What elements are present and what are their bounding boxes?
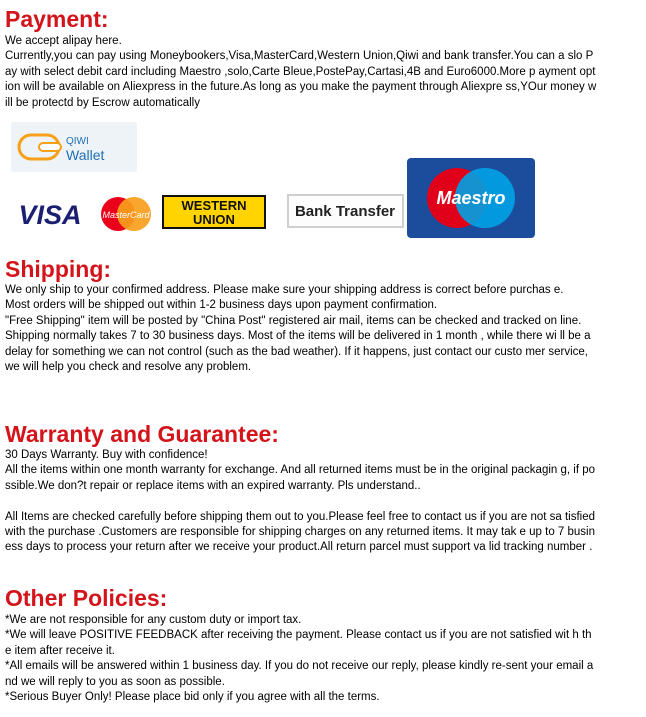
maestro-icon <box>407 158 535 238</box>
other-policy-line: *We will leave POSITIVE FEEDBACK after receiving the payment. Please contact us if you are not satisfied wit h the item after receive it. <box>5 629 592 657</box>
payment-line: Currently,you can pay using Moneybookers,Visa,MasterCard,Western Union,Qiwi and bank transfer.You can a slo Pay with select debit card including Maestro ,solo,Carte Bleue,PostePay,Cartasi,4B and Euro6000.More p ayment option will be available on Aliexpress in the future.As long as you make the payment through Aliexpre ss,YOur money will be protectd by Escrow automatically <box>5 50 597 109</box>
payment-heading: Payment: <box>5 6 109 32</box>
bank-transfer-icon <box>289 196 402 226</box>
visa-icon <box>17 192 83 236</box>
other-policies-text <box>5 613 597 705</box>
warranty-spacer <box>5 494 597 509</box>
bank-transfer-logo <box>287 194 404 228</box>
other-policy-line: *All emails will be answered within 1 business day. If you do not receive our reply, please kindly re-sent your email and we will reply to you as soon as possible. <box>5 660 594 688</box>
maestro-text: Maestro <box>436 188 506 208</box>
shipping-heading: Shipping: <box>5 256 112 282</box>
mastercard-logo <box>96 192 156 236</box>
western-text: WESTERN <box>181 198 247 213</box>
maestro-logo <box>407 158 535 238</box>
qiwi-bottom-text: Wallet <box>66 147 105 163</box>
warranty-text <box>5 448 597 556</box>
warranty-line: All Items are checked carefully before shipping them out to you.Please feel free to contact us if you are not sa tisfied with the purchase .Customers are responsible for shipping charges on any returned items. It may tak e up to 7 business days to process your return after we receive your product.All return parcel must support va lid tracking number . <box>5 510 596 554</box>
shipping-line: "Free Shipping" item will be posted by "China Post" registered air mail, items can be checked and tracked on line. <box>5 314 582 327</box>
union-text: UNION <box>193 212 235 227</box>
payment-line: We accept alipay here. <box>5 35 122 47</box>
other-policy-line: *We are not responsible for any custom duty or import tax. <box>5 614 302 626</box>
qiwi-icon <box>11 122 137 172</box>
warranty-heading: Warranty and Guarantee: <box>5 421 279 447</box>
shipping-line: We only ship to your confirmed address. Please make sure your shipping address is correct before purchas e. <box>5 284 564 296</box>
visa-text: VISA <box>18 200 82 230</box>
mastercard-icon <box>96 192 156 236</box>
warranty-line: All the items within one month warranty for exchange. And all returned items must be in the original packagin g, if possible.We don?t repair or replace items with an expired warranty. Pls understand.. <box>5 464 596 492</box>
visa-logo <box>17 192 83 236</box>
qiwi-top-text: QIWI <box>66 136 89 147</box>
other-policies-heading: Other Policies: <box>5 585 168 611</box>
qiwi-wallet-logo <box>11 122 137 172</box>
payment-text <box>5 34 597 111</box>
western-union-logo <box>162 195 266 229</box>
shipping-line: Shipping normally takes 7 to 30 business days. Most of the items will be delivered in 1 month , while there wi ll be a delay for something we can not control (such as the bad weather). If it happens, just contact our custo mer service, we will help you check and resolve any problem. <box>5 330 591 374</box>
shipping-text <box>5 283 597 375</box>
western-union-icon <box>164 197 264 227</box>
payment-logos <box>5 118 597 240</box>
bank-transfer-text: Bank Transfer <box>294 203 396 220</box>
mastercard-text: MasterCard <box>102 210 150 220</box>
shipping-line: Most orders will be shipped out within 1-2 business days upon payment confirmation. <box>5 299 438 312</box>
warranty-line: 30 Days Warranty. Buy with confidence! <box>5 449 208 461</box>
other-policy-line: *Serious Buyer Only! Please place bid only if you agree with all the terms. <box>5 691 380 704</box>
